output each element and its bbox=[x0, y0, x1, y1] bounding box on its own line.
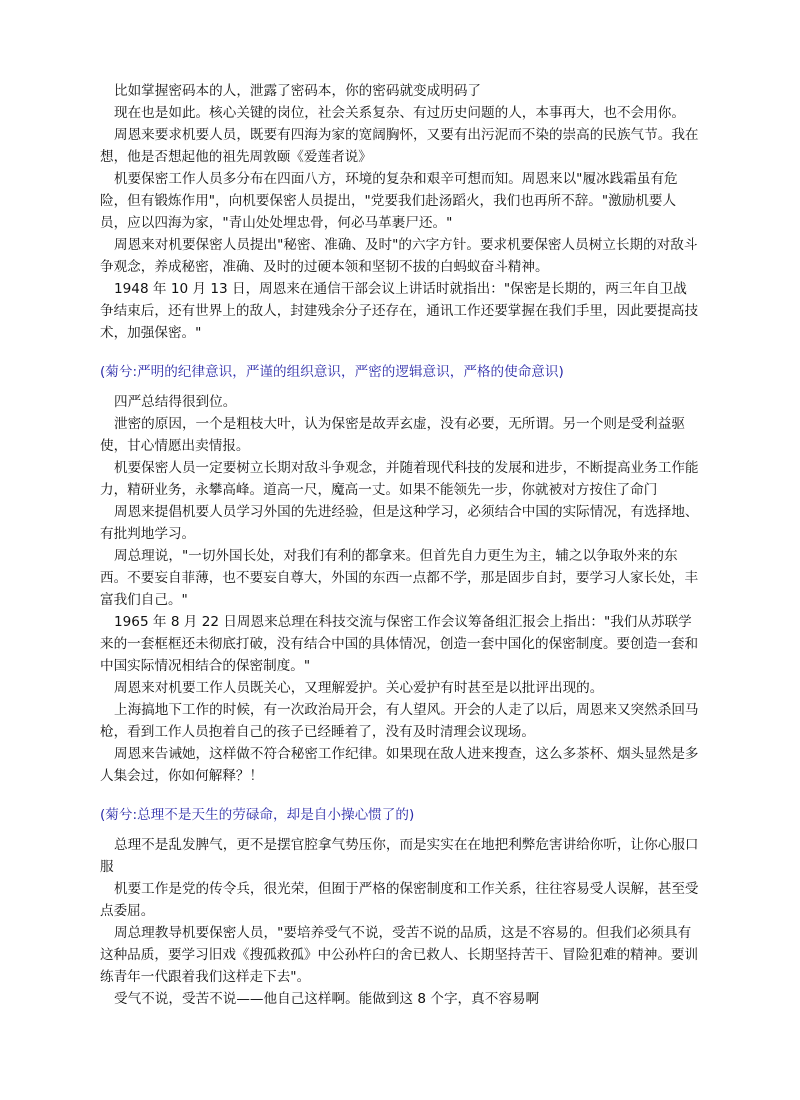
paragraph: 周恩来提倡机要人员学习外国的先进经验，但是这种学习，必须结合中国的实际情况，有选择地、有批判地学习。 bbox=[100, 504, 699, 542]
paragraph: 泄密的原因，一个是粗枝大叶，认为保密是故弄玄虚，没有必要，无所谓。另一个则是受利益驱使，甘心情愿出卖情报。 bbox=[100, 416, 685, 454]
paragraph: 上海搞地下工作的时候，有一次政治局开会，有人望风。开会的人走了以后，周恩来又突然杀回马枪，看到工作人员抱着自己的孩子已经睡着了，没有及时清理会议现场。 bbox=[100, 702, 699, 740]
paragraph: 受气不说，受苦不说——他自己这样啊。能做到这 8 个字，真不容易啊 bbox=[114, 991, 540, 1007]
paragraph: 1948 年 10 月 13 日，周恩来在通信干部会议上讲话时就指出："保密是长期的，两三年自卫战争结束后，还有世界上的敌人，封建残余分子还存在，通讯工作还要掌握在我们手里，因此要提高技术，加强保密。" bbox=[100, 281, 699, 341]
paragraph: 周恩来要求机要人员，既要有四海为家的宽阔胸怀，又要有出污泥而不染的崇高的民族气节。我在想，他是否想起他的祖先周敦颐《爱莲者说》 bbox=[100, 127, 699, 165]
paragraph: 周总理教导机要保密人员，"要培养受气不说，受苦不说的品质，这是不容易的。但我们必须具有这种品质，要学习旧戏《搜孤救孤》中公孙杵臼的舍已救人、长期坚持苦干、冒险犯难的精神。要训练青年一代跟着我们这样走下去"。 bbox=[100, 925, 699, 985]
paragraph: 机要保密工作人员多分布在四面八方，环境的复杂和艰辛可想而知。周恩来以"履冰践霜虽有危险，但有锻炼作用"，向机要保密人员提出，"党要我们赴汤蹈火，我们也再所不辞。"激励机要人员，应以四海为家，"青山处处埋忠骨，何必马革裹尸还。" bbox=[100, 171, 678, 231]
annotation-note: (菊兮:总理不是天生的劳碌命，却是自小操心惯了的) bbox=[100, 807, 415, 823]
paragraph: 周恩来告诫她，这样做不符合秘密工作纪律。如果现在敌人进来搜查，这么多茶杯、烟头显然是多人集会过，你如何解释？！ bbox=[100, 746, 699, 784]
paragraph: 机要保密人员一定要树立长期对敌斗争观念，并随着现代科技的发展和进步，不断提高业务工作能力，精研业务，永攀高峰。道高一尺，魔高一丈。如果不能领先一步，你就被对方按住了命门 bbox=[100, 460, 699, 498]
paragraph: 总理不是乱发脾气，更不是摆官腔拿气势压你，而是实实在在地把利弊危害讲给你听，让你心服口服 bbox=[100, 837, 699, 875]
annotation-note: (菊兮:严明的纪律意识，严谨的组织意识，严密的逻辑意识，严格的使命意识) bbox=[100, 364, 564, 380]
paragraph: 1965 年 8 月 22 日周恩来总理在科技交流与保密工作会议筹备组汇报会上指出："我们从苏联学来的一套框框还未彻底打破，没有结合中国的具体情况，创造一套中国化的保密制度。要创造一套和中国实际情况相结合的保密制度。" bbox=[100, 614, 699, 674]
paragraph: 周恩来对机要保密人员提出"秘密、准确、及时"的六字方针。要求机要保密人员树立长期的对敌斗争观念，养成秘密，准确、及时的过硬本领和坚韧不拔的白蚂蚁奋斗精神。 bbox=[100, 237, 698, 275]
article-body bbox=[100, 80, 700, 1010]
paragraph: 机要工作是党的传令兵，很光荣，但囿于严格的保密制度和工作关系，往往容易受人误解，甚至受点委屈。 bbox=[100, 881, 699, 919]
paragraph: 现在也是如此。核心关键的岗位，社会关系复杂、有过历史问题的人，本事再大，也不会用你。 bbox=[114, 105, 685, 121]
paragraph: 周恩来对机要工作人员既关心，又理解爱护。关心爱护有时甚至是以批评出现的。 bbox=[114, 680, 604, 696]
paragraph: 周总理说，"一切外国长处，对我们有利的都拿来。但首先自力更生为主，辅之以争取外来的东西。不要妄自菲薄，也不要妄自尊大，外国的东西一点都不学，那是固步自封，要学习人家长处，丰富我们自己。" bbox=[100, 548, 699, 608]
paragraph: 四严总结得很到位。 bbox=[114, 394, 237, 410]
paragraph: 比如掌握密码本的人，泄露了密码本，你的密码就变成明码了 bbox=[114, 83, 482, 99]
